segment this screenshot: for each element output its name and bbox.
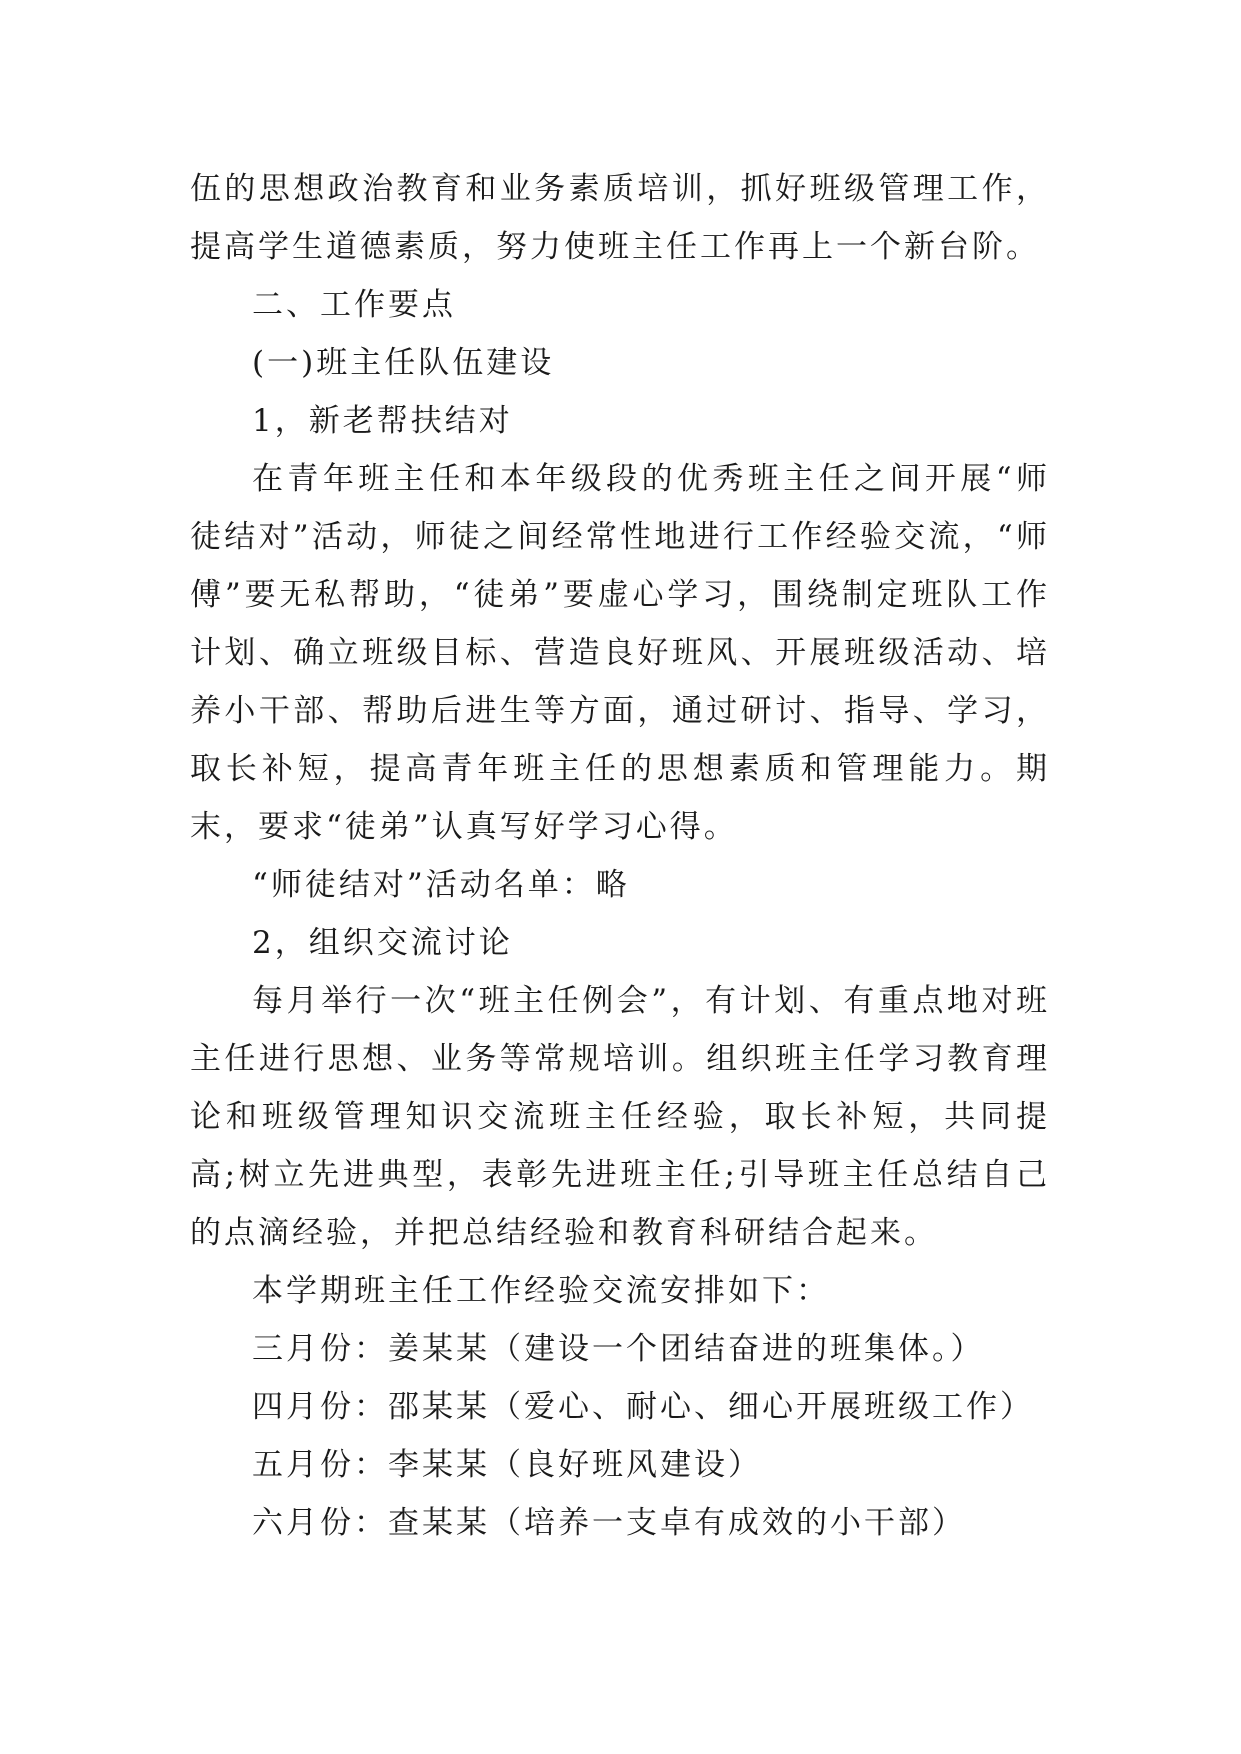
item-heading-exchange: 2，组织交流讨论 [252,925,513,961]
mentoring-list-note: “师徒结对”活动名单：略 [252,867,630,903]
schedule-intro: 本学期班主任工作经验交流安排如下： [252,1273,830,1309]
document-body [190,160,1050,1552]
schedule-item-march: 三月份：姜某某（建设一个团结奋进的班集体。） [252,1331,985,1367]
schedule-item-april: 四月份：邵某某（爱心、耐心、细心开展班级工作） [252,1389,1034,1425]
paragraph-mentoring: 在青年班主任和本年级段的优秀班主任之间开展“师徒结对”活动，师徒之间经常性地进行工作经验交流，“师傅”要无私帮助，“徒弟”要虚心学习，围绕制定班队工作计划、确立班级目标、营造良好班风、开展班级活动、培养小干部、帮助后进生等方面，通过研讨、指导、学习，取长补短，提高青年班主任的思想素质和管理能力。期末，要求“徒弟”认真写好学习心得。 [190,461,1050,845]
paragraph-continuation: 伍的思想政治教育和业务素质培训，抓好班级管理工作，提高学生道德素质，努力使班主任工作再上一个新台阶。 [190,171,1050,265]
schedule-item-june: 六月份：查某某（培养一支卓有成效的小干部） [252,1505,966,1541]
item-heading-mentoring: 1，新老帮扶结对 [252,403,513,439]
schedule-item-may: 五月份：李某某（良好班风建设） [252,1447,762,1483]
section-heading-work-points: 二、工作要点 [252,287,456,323]
subsection-heading-team-building: (一)班主任队伍建设 [252,345,555,381]
paragraph-exchange: 每月举行一次“班主任例会”，有计划、有重点地对班主任进行思想、业务等常规培训。组织班主任学习教育理论和班级管理知识交流班主任经验，取长补短，共同提高;树立先进典型，表彰先进班主任;引导班主任总结自己的点滴经验，并把总结经验和教育科研结合起来。 [190,983,1050,1251]
